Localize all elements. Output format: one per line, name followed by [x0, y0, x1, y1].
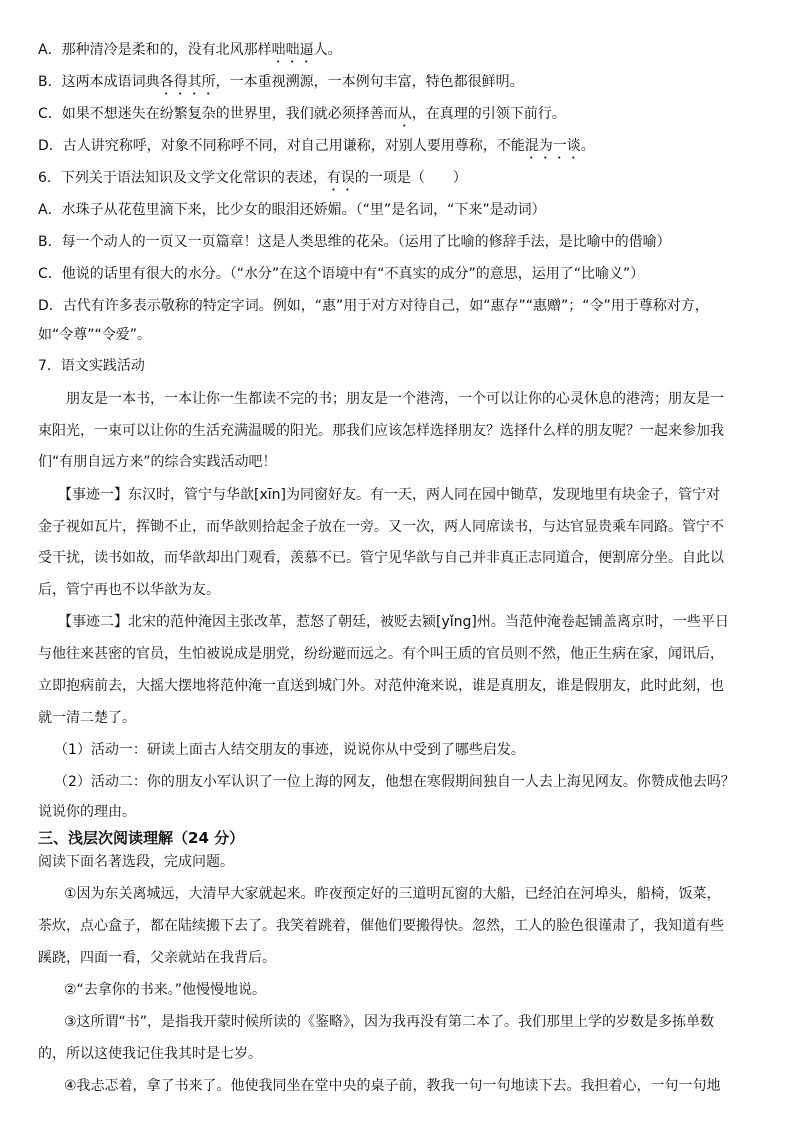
activity-2-line1: （2）活动二：你的朋友小军认识了一位上海的网友，他想在寒假期间独自一人去上海见网友。你赞成他去吗？	[54, 774, 735, 790]
q6-option-c: C．他说的话里有很大的水分。（“水分”在这个语境中有“不真实的成分”的意思，运用了“比喻义”）	[38, 266, 645, 282]
passage-p1: ①因为东关离城远，大清早大家就起来。昨夜预定好的三道明瓦窗的大船，已经泊在河埠头，船椅，饭菜，	[64, 886, 721, 902]
activity-2-line2: 说说你的理由。	[38, 804, 136, 820]
emphasis-dots: 咄咄逼	[271, 42, 314, 58]
story2-line: 与他往来甚密的官员，生怕被说成是朋党，纷纷避而远之。有个叫王质的官员则不然，他正生病在家，闻讯后，	[38, 646, 724, 662]
passage-p1: 茶炊，点心盒子，都在陆续搬下去了。我笑着跳着，催他们要搬得快。忽然，工人的脸色很谨肃了，我知道有些	[38, 918, 724, 934]
emphasis-dots: 各得其所	[159, 74, 216, 90]
q6-option-d-line1: D．古代有许多表示敬称的特定字词。例如，“惠”用于对方对待自己，如“惠存”“惠赠”；“令”用于尊称对方，	[38, 298, 709, 314]
passage-p3: ③这所谓“书”，是指我开蒙时候所读的《鉴略》，因为我再没有第二本了。我们那里上学的岁数是多拣单数	[64, 1014, 715, 1030]
story1-line: 受干扰，读书如故，而华歆却出门观看，羡慕不已。管宁见华歆与自己并非真正志同道合，便割席分坐。自此以	[38, 550, 724, 566]
q5-option-a: A．那种清冷是柔和的，没有北风那样咄咄逼人。	[38, 42, 342, 58]
section-3-title: 三、浅层次阅读理解（24 分）	[38, 829, 245, 847]
passage-p4: ④我忐忑着，拿了书来了。他使我同坐在堂中央的桌子前，教我一句一句地读下去。我担着心，一句一句地	[64, 1078, 721, 1094]
emphasis-dots: 从	[397, 106, 412, 122]
section-3-instruction: 阅读下面名著选段，完成问题。	[38, 854, 234, 870]
q6-option-b: B．每一个动人的一页又一页篇章！这是人类思维的花朵。（运用了比喻的修辞手法，是比喻中的借喻）	[38, 234, 671, 250]
story1-line: 【事迹一】东汉时，管宁与华歆[xīn]为同窗好友。有一天，两人同在园中锄草，发现地里有块金子，管宁对	[58, 487, 720, 503]
q7-title: 7．语文实践活动	[38, 358, 145, 374]
story2-line: 就一清二楚了。	[38, 710, 136, 726]
q5-option-d: D．古人讲究称呼，对象不同称呼不同，对自己用谦称，对别人要用尊称，不能混为一谈。	[38, 138, 595, 154]
passage-p1: 蹊跷，四面一看，父亲就站在我背后。	[38, 950, 276, 966]
passage-p3: 的，所以这使我记住我其时是七岁。	[38, 1046, 262, 1062]
q6-option-d-line2: 如“令尊”“令爱”。	[38, 327, 152, 343]
passage-p2: ②“去拿你的书来。”他慢慢地说。	[64, 982, 267, 998]
q5-option-b: B．这两本成语词典各得其所，一本重视溯源，一本例句丰富，特色都很鲜明。	[38, 74, 524, 90]
emphasis-dots: 有误	[326, 170, 355, 186]
q5-option-c: C．如果不想迷失在纷繁复杂的世界里，我们就必须择善而从，在真理的引领下前行。	[38, 106, 566, 122]
story2-line: 【事迹二】北宋的范仲淹因主张改革，惹怒了朝廷，被贬去颍[yǐng]州。当范仲淹卷起铺盖离京时，一些平日	[58, 614, 729, 630]
emphasis-dots: 混为一谈	[524, 138, 581, 154]
story1-line: 金子视如瓦片，挥锄不止，而华歆则拾起金子放在一旁。又一次，两人同席读书，与达官显贵乘车同路。管宁不	[38, 519, 724, 535]
story1-line: 后，管宁再也不以华歆为友。	[38, 582, 220, 598]
q7-intro-line: 朋友是一本书，一本让你一生都读不完的书；朋友是一个港湾，一个可以让你的心灵休息的港湾；朋友是一	[66, 391, 724, 407]
activity-1: （1）活动一：研读上面古人结交朋友的事迹，说说你从中受到了哪些启发。	[54, 742, 525, 758]
q6-stem: 6．下列关于语法知识及文学文化常识的表述，有误的一项是（ ）	[38, 170, 467, 186]
q6-option-a: A．水珠子从花苞里滴下来，比少女的眼泪还娇媚。（“里”是名词，“下来”是动词）	[38, 202, 546, 218]
story2-line: 立即抱病前去，大摇大摆地将范仲淹一直送到城门外。对范仲淹来说，谁是真朋友，谁是假朋友，此时此刻，也	[38, 678, 724, 694]
q7-intro-line: 们“有朋自远方来”的综合实践活动吧！	[38, 454, 277, 470]
q7-intro-line: 束阳光，一束可以让你的生活充满温暖的阳光。那我们应该怎样选择朋友？选择什么样的朋友呢？一起来参加我	[38, 423, 724, 439]
